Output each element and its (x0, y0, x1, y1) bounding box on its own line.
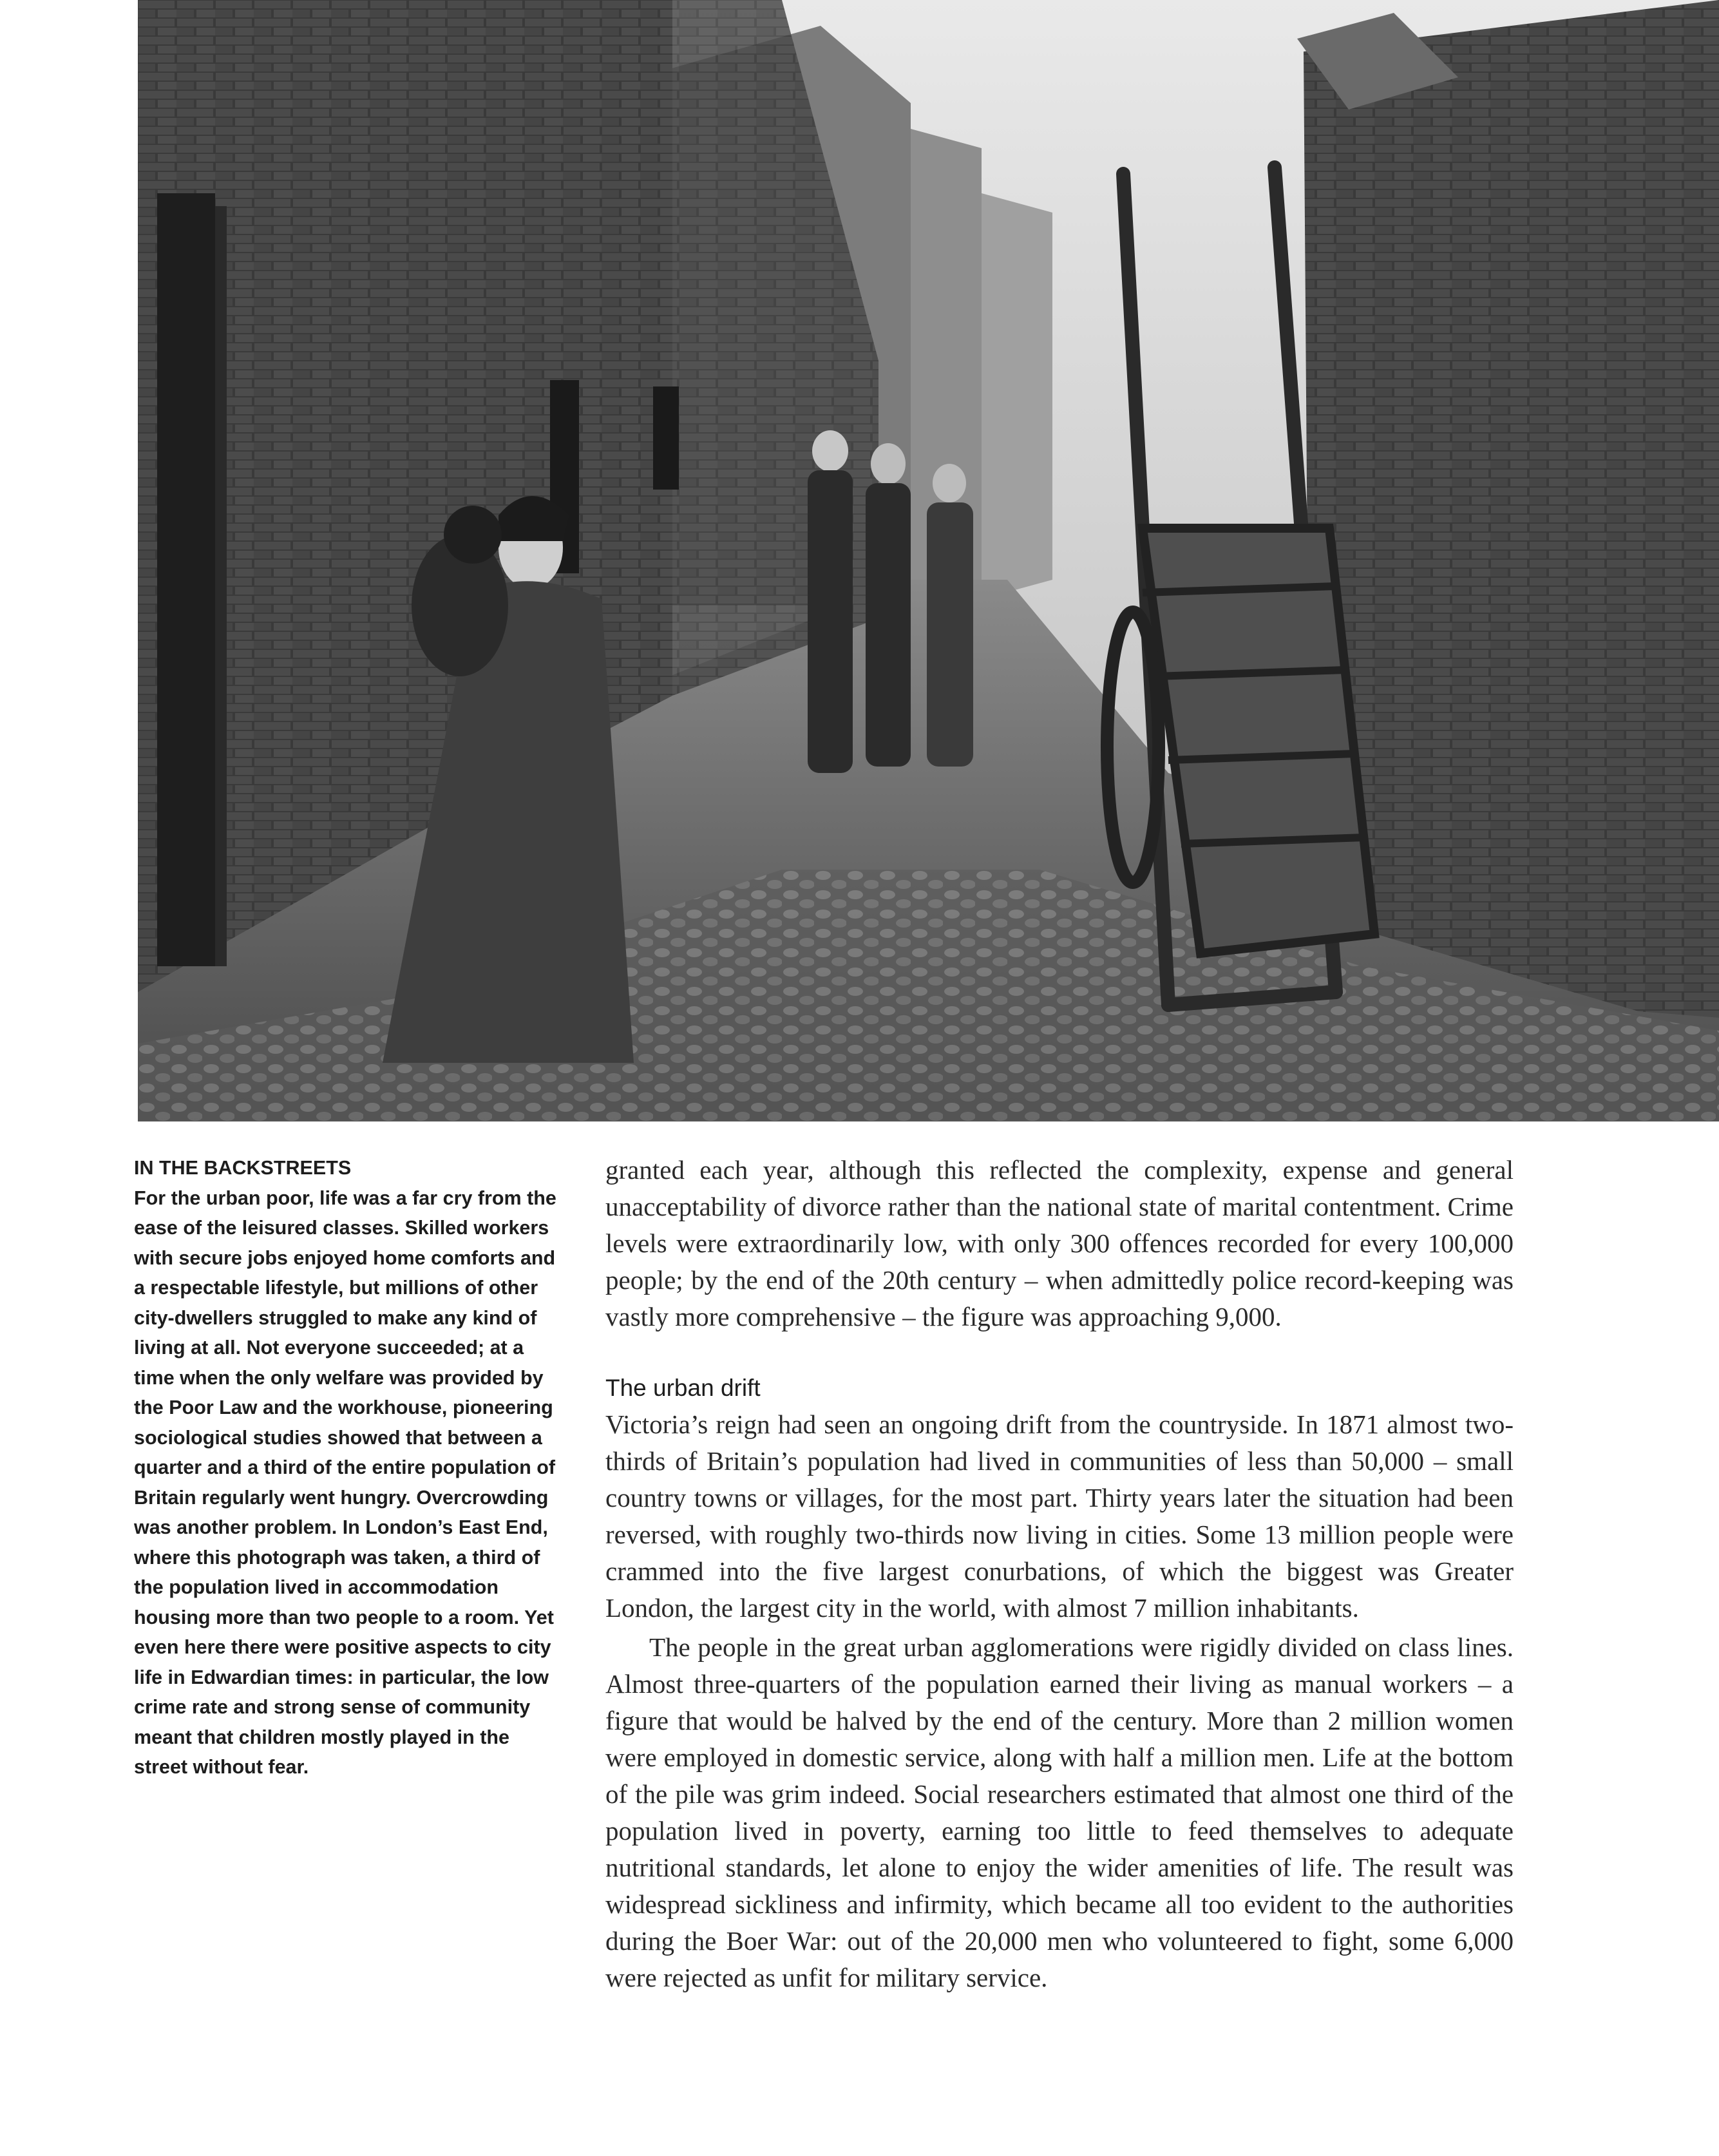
paragraph-urban-drift: Victoria’s reign had seen an ongoing drift from the countryside. In 1871 almost two-thirds of Britain’s population had lived in communities of less than 50,000 – small country towns or villages, for the most part. Thirty years later the situation had been reversed, with roughly two-thirds now living in cities. Some 13 million people were crammed into the five largest conurbations, of which the biggest was Greater London, the largest city in the world, with almost 7 million inhabitants. (605, 1409, 1514, 1623)
photo-caption (134, 1153, 559, 1782)
photograph-image (138, 0, 1719, 1121)
paragraph-divorce-crime: granted each year, although this reflected the complexity, expense and general unacceptability of divorce rather than the national state of marital contentment. Crime levels were extraordinarily low, with only 300 offences recorded for every 100,000 people; by the end of the 20th century – when admittedly police record-keeping was vastly more comprehensive – the figure was approaching 9,000. (605, 1155, 1514, 1331)
caption-title: IN THE BACKSTREETS (134, 1157, 352, 1179)
section-heading: The urban drift (605, 1375, 761, 1401)
backstreet-photograph (138, 0, 1719, 1121)
caption-text: For the urban poor, life was a far cry from the ease of the leisured classes. Skilled workers with secure jobs enjoyed home comforts and a respectable lifestyle, but millions of other city-dwellers struggled to make any kind of living at all. Not everyone succeeded; at a time when the only welfare was provided by the Poor Law and the workhouse, pioneering sociological studies showed that between a quarter and a third of the entire population of Britain regularly went hungry. Overcrowding was another problem. In London’s East End, where this photograph was taken, a third of the population lived in accommodation housing more than two people to a room. Yet even here there were positive aspects to city life in Edwardian times: in particular, the low crime rate and strong sense of community meant that children mostly played in the street without fear. (134, 1187, 556, 1778)
paragraph-class-lines: The people in the great urban agglomerations were rigidly divided on class lines. Almost three-quarters of the population earned their living as manual workers – a figure that would be halved by the end of the century. More than 2 million women were employed in domestic service, along with half a million men. Life at the bottom of the pile was grim indeed. Social researchers estimated that almost one third of the population lived in poverty, earning too little to feed themselves to adequate nutritional standards, let alone to enjoy the wider amenities of life. The result was widespread sickliness and infirmity, which became all too evident to the authorities during the Boer War: out of the 20,000 men who volunteered to fight, some 6,000 were rejected as unfit for military service. (605, 1632, 1514, 1992)
article-body (605, 1152, 1514, 1996)
